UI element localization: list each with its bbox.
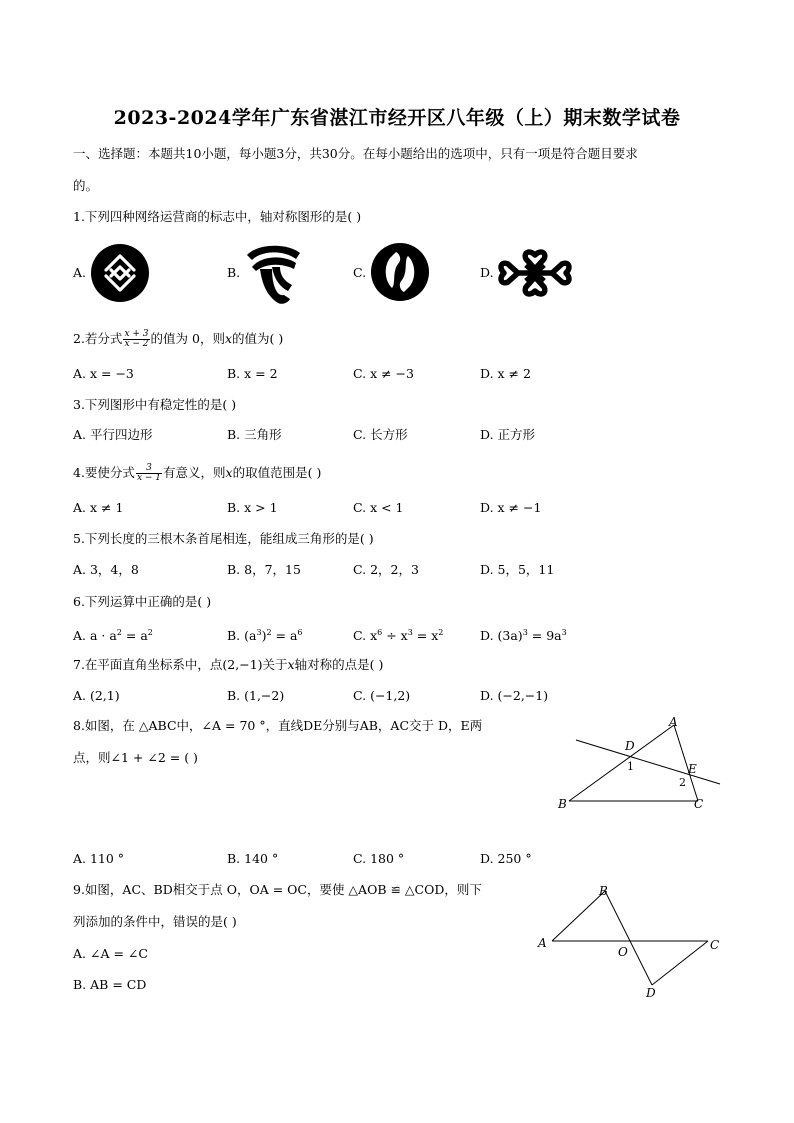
q1-option-d-label: D. xyxy=(480,265,494,280)
q9-label-b: B xyxy=(599,884,608,898)
q2-option-c: C. x ≠ −3 xyxy=(353,366,414,381)
question-8-stem-line1: 8.如图，在 △ABC中，∠A = 70 °，直线DE分别与AB，AC交于 D，E两 xyxy=(73,718,483,733)
section-instruction-line1: 一、选择题：本题共10小题，每小题3分，共30分。在每小题给出的选项中，只有一项是符合题目要求 xyxy=(73,146,638,161)
q6-option-c: C. $x^6 \div x^3 = x^2$ xyxy=(353,628,444,644)
q7-stem-var: x xyxy=(287,657,295,672)
q9-option-b: B. AB = CD xyxy=(73,977,147,992)
q7-stem-part-b: 轴对称的点是( ) xyxy=(294,657,384,672)
q8-label-e: E xyxy=(688,762,697,776)
q4-option-d: D. x ≠ −1 xyxy=(480,500,542,515)
q4-option-a: A. x ≠ 1 xyxy=(73,500,124,515)
q3-option-d: D. 正方形 xyxy=(480,427,536,442)
question-2-stem xyxy=(73,330,283,349)
q5-option-d: D. 5，5，11 xyxy=(480,562,555,577)
china-netcom-logo-icon xyxy=(370,242,430,302)
q4-stem-part-b: 有意义，则 xyxy=(163,465,226,480)
q2-option-a: A. x = −3 xyxy=(73,366,134,381)
question-7-stem xyxy=(73,657,383,673)
q1-option-a-label: A. xyxy=(73,265,87,280)
q4-fraction-denominator: x − 1 xyxy=(136,473,162,483)
q8-label-c: C xyxy=(694,797,704,811)
q7-stem-part-a: 7.在平面直角坐标系中，点(2,−1)关于 xyxy=(73,657,288,672)
question-4-stem xyxy=(73,464,321,483)
china-mobile-logo-icon xyxy=(90,243,150,303)
q2-stem-part-c: 的值为( ) xyxy=(232,331,284,346)
question-1-stem: 1.下列四种网络运营商的标志中，轴对称图形的是( ) xyxy=(73,209,362,224)
q2-stem-part-b: 的值为 0，则 xyxy=(150,331,225,346)
q4-stem-part-a: 4.要使分式 xyxy=(73,465,135,480)
question-6-stem: 6.下列运算中正确的是( ) xyxy=(73,594,212,609)
china-unicom-logo-icon xyxy=(496,247,574,299)
q2-fraction xyxy=(123,330,149,349)
q8-option-a: A. 110 ° xyxy=(73,851,125,866)
q3-option-c: C. 长方形 xyxy=(353,427,408,442)
q8-option-d: D. 250 ° xyxy=(480,851,532,866)
question-3-stem: 3.下列图形中有稳定性的是( ) xyxy=(73,397,237,412)
q8-line-ba xyxy=(569,725,674,801)
q8-option-c: C. 180 ° xyxy=(353,851,405,866)
q8-label-d: D xyxy=(625,739,635,753)
q4-stem-var: x xyxy=(225,465,233,480)
q1-option-c-label: C. xyxy=(353,265,367,280)
q3-option-a: A. 平行四边形 xyxy=(73,427,153,442)
q4-stem-part-c: 的取值范围是( ) xyxy=(232,465,322,480)
q8-label-angle-1: 1 xyxy=(627,760,634,773)
q9-label-a: A xyxy=(538,936,547,950)
q9-line-bd xyxy=(605,891,652,985)
q6-option-a: A. $a \cdot a^2 = a^2$ xyxy=(73,628,153,644)
q8-label-a: A xyxy=(669,715,678,729)
q9-label-c: C xyxy=(710,938,720,952)
q9-figure xyxy=(532,878,728,1002)
question-9-stem-line2: 列添加的条件中，错误的是( ) xyxy=(73,914,237,929)
q8-option-b: B. 140 ° xyxy=(227,851,279,866)
q2-option-d: D. x ≠ 2 xyxy=(480,366,531,381)
question-8-stem-line2: 点，则∠1 + ∠2 = ( ) xyxy=(73,750,198,765)
q8-label-b: B xyxy=(558,797,567,811)
q4-fraction-numerator: 3 xyxy=(136,464,162,474)
q4-option-c: C. x < 1 xyxy=(353,500,404,515)
q7-option-c: C. (−1,2) xyxy=(353,688,411,703)
q3-option-b: B. 三角形 xyxy=(227,427,282,442)
q8-line-de xyxy=(576,740,720,784)
q2-fraction-denominator: x − 2 xyxy=(124,339,149,349)
china-telecom-logo-icon xyxy=(244,241,302,307)
question-5-stem: 5.下列长度的三根木条首尾相连，能组成三角形的是( ) xyxy=(73,531,374,546)
q9-label-o: O xyxy=(618,945,628,959)
q4-fraction xyxy=(136,464,162,483)
q7-option-b: B. (1,−2) xyxy=(227,688,285,703)
q2-stem-part-a: 2.若分式 xyxy=(73,331,123,346)
q5-option-b: B. 8，7，15 xyxy=(227,562,301,577)
question-9-stem-line1: 9.如图，AC、BD相交于点 O，OA = OC，要使 △AOB ≌ △COD，则下 xyxy=(73,882,482,897)
q9-line-ab xyxy=(552,891,605,941)
q5-option-a: A. 3，4，8 xyxy=(73,562,139,577)
q9-label-d: D xyxy=(646,986,656,1000)
q7-option-d: D. (−2,−1) xyxy=(480,688,549,703)
q8-label-angle-2: 2 xyxy=(679,776,686,789)
q2-fraction-numerator: x + 3 xyxy=(124,329,149,339)
q5-option-c: C. 2，2，3 xyxy=(353,562,419,577)
q9-option-a: A. ∠A = ∠C xyxy=(73,946,148,961)
section-instruction-line2: 的。 xyxy=(73,178,99,193)
q8-figure xyxy=(556,712,726,816)
q2-option-b: B. x = 2 xyxy=(227,366,278,381)
q9-line-cd xyxy=(652,941,708,985)
q6-option-d: D. $(3a)^3 = 9a^3$ xyxy=(480,628,567,644)
q1-option-b-label: B. xyxy=(227,265,241,280)
q6-option-b: B. $(a^3)^2 = a^6$ xyxy=(227,628,303,644)
page-title: 2023-2024学年广东省湛江市经开区八年级（上）期末数学试卷 xyxy=(113,107,681,129)
q7-option-a: A. (2,1) xyxy=(73,688,120,703)
q4-option-b: B. x > 1 xyxy=(227,500,278,515)
q2-stem-var: x xyxy=(224,331,233,346)
